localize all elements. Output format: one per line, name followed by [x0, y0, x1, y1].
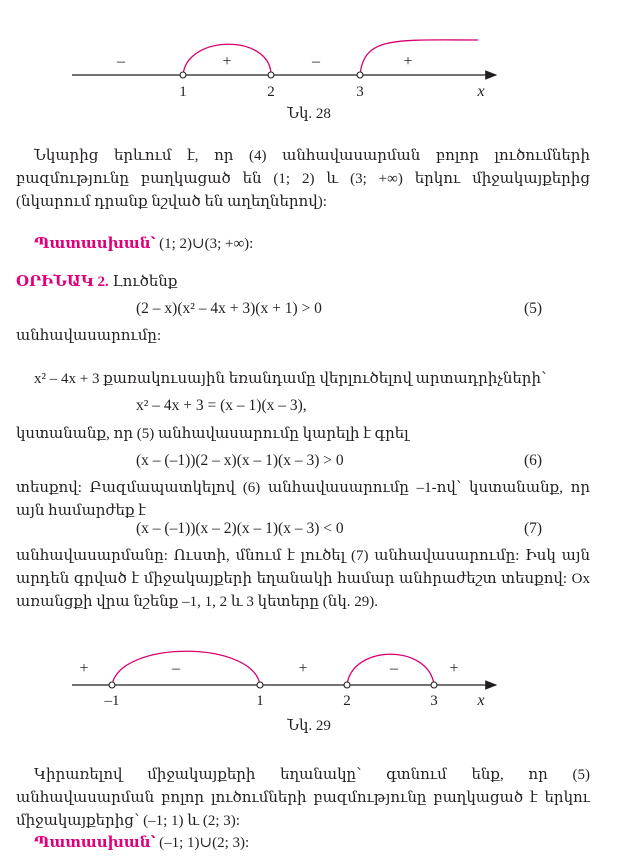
sign-label: +	[79, 660, 89, 677]
answer-line	[16, 233, 590, 256]
sign-label: –	[172, 660, 180, 677]
point-minus-1	[109, 682, 115, 688]
figure-29	[0, 630, 618, 710]
figure-caption: Նկ. 29	[287, 718, 331, 734]
equation-number: (7)	[524, 520, 543, 537]
tick-label: 3	[430, 693, 438, 709]
answer-line	[16, 832, 590, 855]
answer-text: (1; 2)∪(3; +∞):	[155, 236, 254, 252]
answer-label: Պատասխան՝	[34, 236, 156, 252]
point-1	[180, 72, 186, 78]
figure-28	[0, 0, 618, 105]
paragraph: կստանանք, որ (5) անհավասարումը կարելի է գրել	[16, 426, 409, 442]
tick-label: 1	[256, 693, 264, 709]
figure-caption: Նկ. 28	[287, 106, 331, 122]
tick-label: –1	[104, 693, 120, 709]
paragraph: Նկարից երևում է, որ (4) անհավասարման բոլոր լուծումների բազմությունը բաղկացած են (1; 2) և (3; +∞) երկու միջակայքերից (նկարում դրանք նշված են աղեղներով):	[16, 148, 590, 210]
equation-number: (5)	[524, 300, 543, 317]
paragraph: անհավասարումը:	[16, 328, 162, 344]
point-1	[257, 682, 263, 688]
equation-7: (x – (–1))(x – 2)(x – 1)(x – 3) < 0	[136, 520, 344, 537]
sign-label: +	[449, 660, 459, 677]
tick-label: 3	[356, 84, 364, 100]
tick-label: 2	[343, 693, 351, 709]
arc-3-inf	[360, 40, 478, 75]
equation-6: (x – (–1))(2 – x)(x – 1)(x – 3) > 0	[136, 452, 344, 469]
sign-label: –	[117, 53, 125, 70]
paragraph: Կիրառելով միջակայքերի եղանակը՝ գտնում ենք, որ (5) անհավասարման բոլոր լուծումների բազմությունը բաղկացած է երկու միջակայքերից՝ (–1; 1) և (2; 3):	[16, 767, 590, 829]
equation-factor: x² – 4x + 3 = (x – 1)(x – 3),	[136, 397, 307, 414]
example-label: ՕՐԻՆԱԿ 2.	[16, 274, 109, 290]
answer-label: Պատասխան՝	[34, 835, 156, 851]
sign-label: –	[390, 660, 398, 677]
answer-text: (–1; 1)∪(2; 3):	[155, 835, 250, 851]
example-text: Լուծենք	[108, 274, 178, 290]
sign-label: +	[222, 53, 232, 70]
equation-number: (6)	[524, 452, 543, 469]
sign-label: +	[403, 53, 413, 70]
sign-label: –	[312, 53, 320, 70]
example-heading-line	[16, 271, 590, 294]
axis-label: x	[477, 692, 485, 709]
number-line-29	[0, 630, 618, 710]
tick-label: 1	[179, 84, 187, 100]
point-2	[268, 72, 274, 78]
paragraph: տեսքով: Բազմապատկելով (6) անհավասարումը –1-ով՝ կստանանք, որ այն համարժեք է	[16, 480, 590, 519]
paragraph: x² – 4x + 3 քառակուսային եռանդամը վերլուծելով արտադրիչների՝	[34, 371, 547, 387]
tick-label: 2	[267, 84, 275, 100]
point-3	[431, 682, 437, 688]
point-2	[344, 682, 350, 688]
sign-label: +	[298, 660, 308, 677]
equation-5: (2 – x)(x² – 4x + 3)(x + 1) > 0	[136, 300, 322, 317]
point-3	[357, 72, 363, 78]
paragraph: անհավասարմանը: Ուստի, մնում է լուծել (7) անհավասարումը: Իսկ այն արդեն գրված է միջակայքերի եղանակի համար անհրաժեշտ տեսքով: Ox առանցքի վրա նշենք –1, 1, 2 և 3 կետերը (նկ. 29).	[16, 548, 590, 610]
number-line-28	[0, 0, 618, 105]
arc-minus1-1	[112, 651, 260, 685]
axis-label: x	[477, 83, 485, 100]
